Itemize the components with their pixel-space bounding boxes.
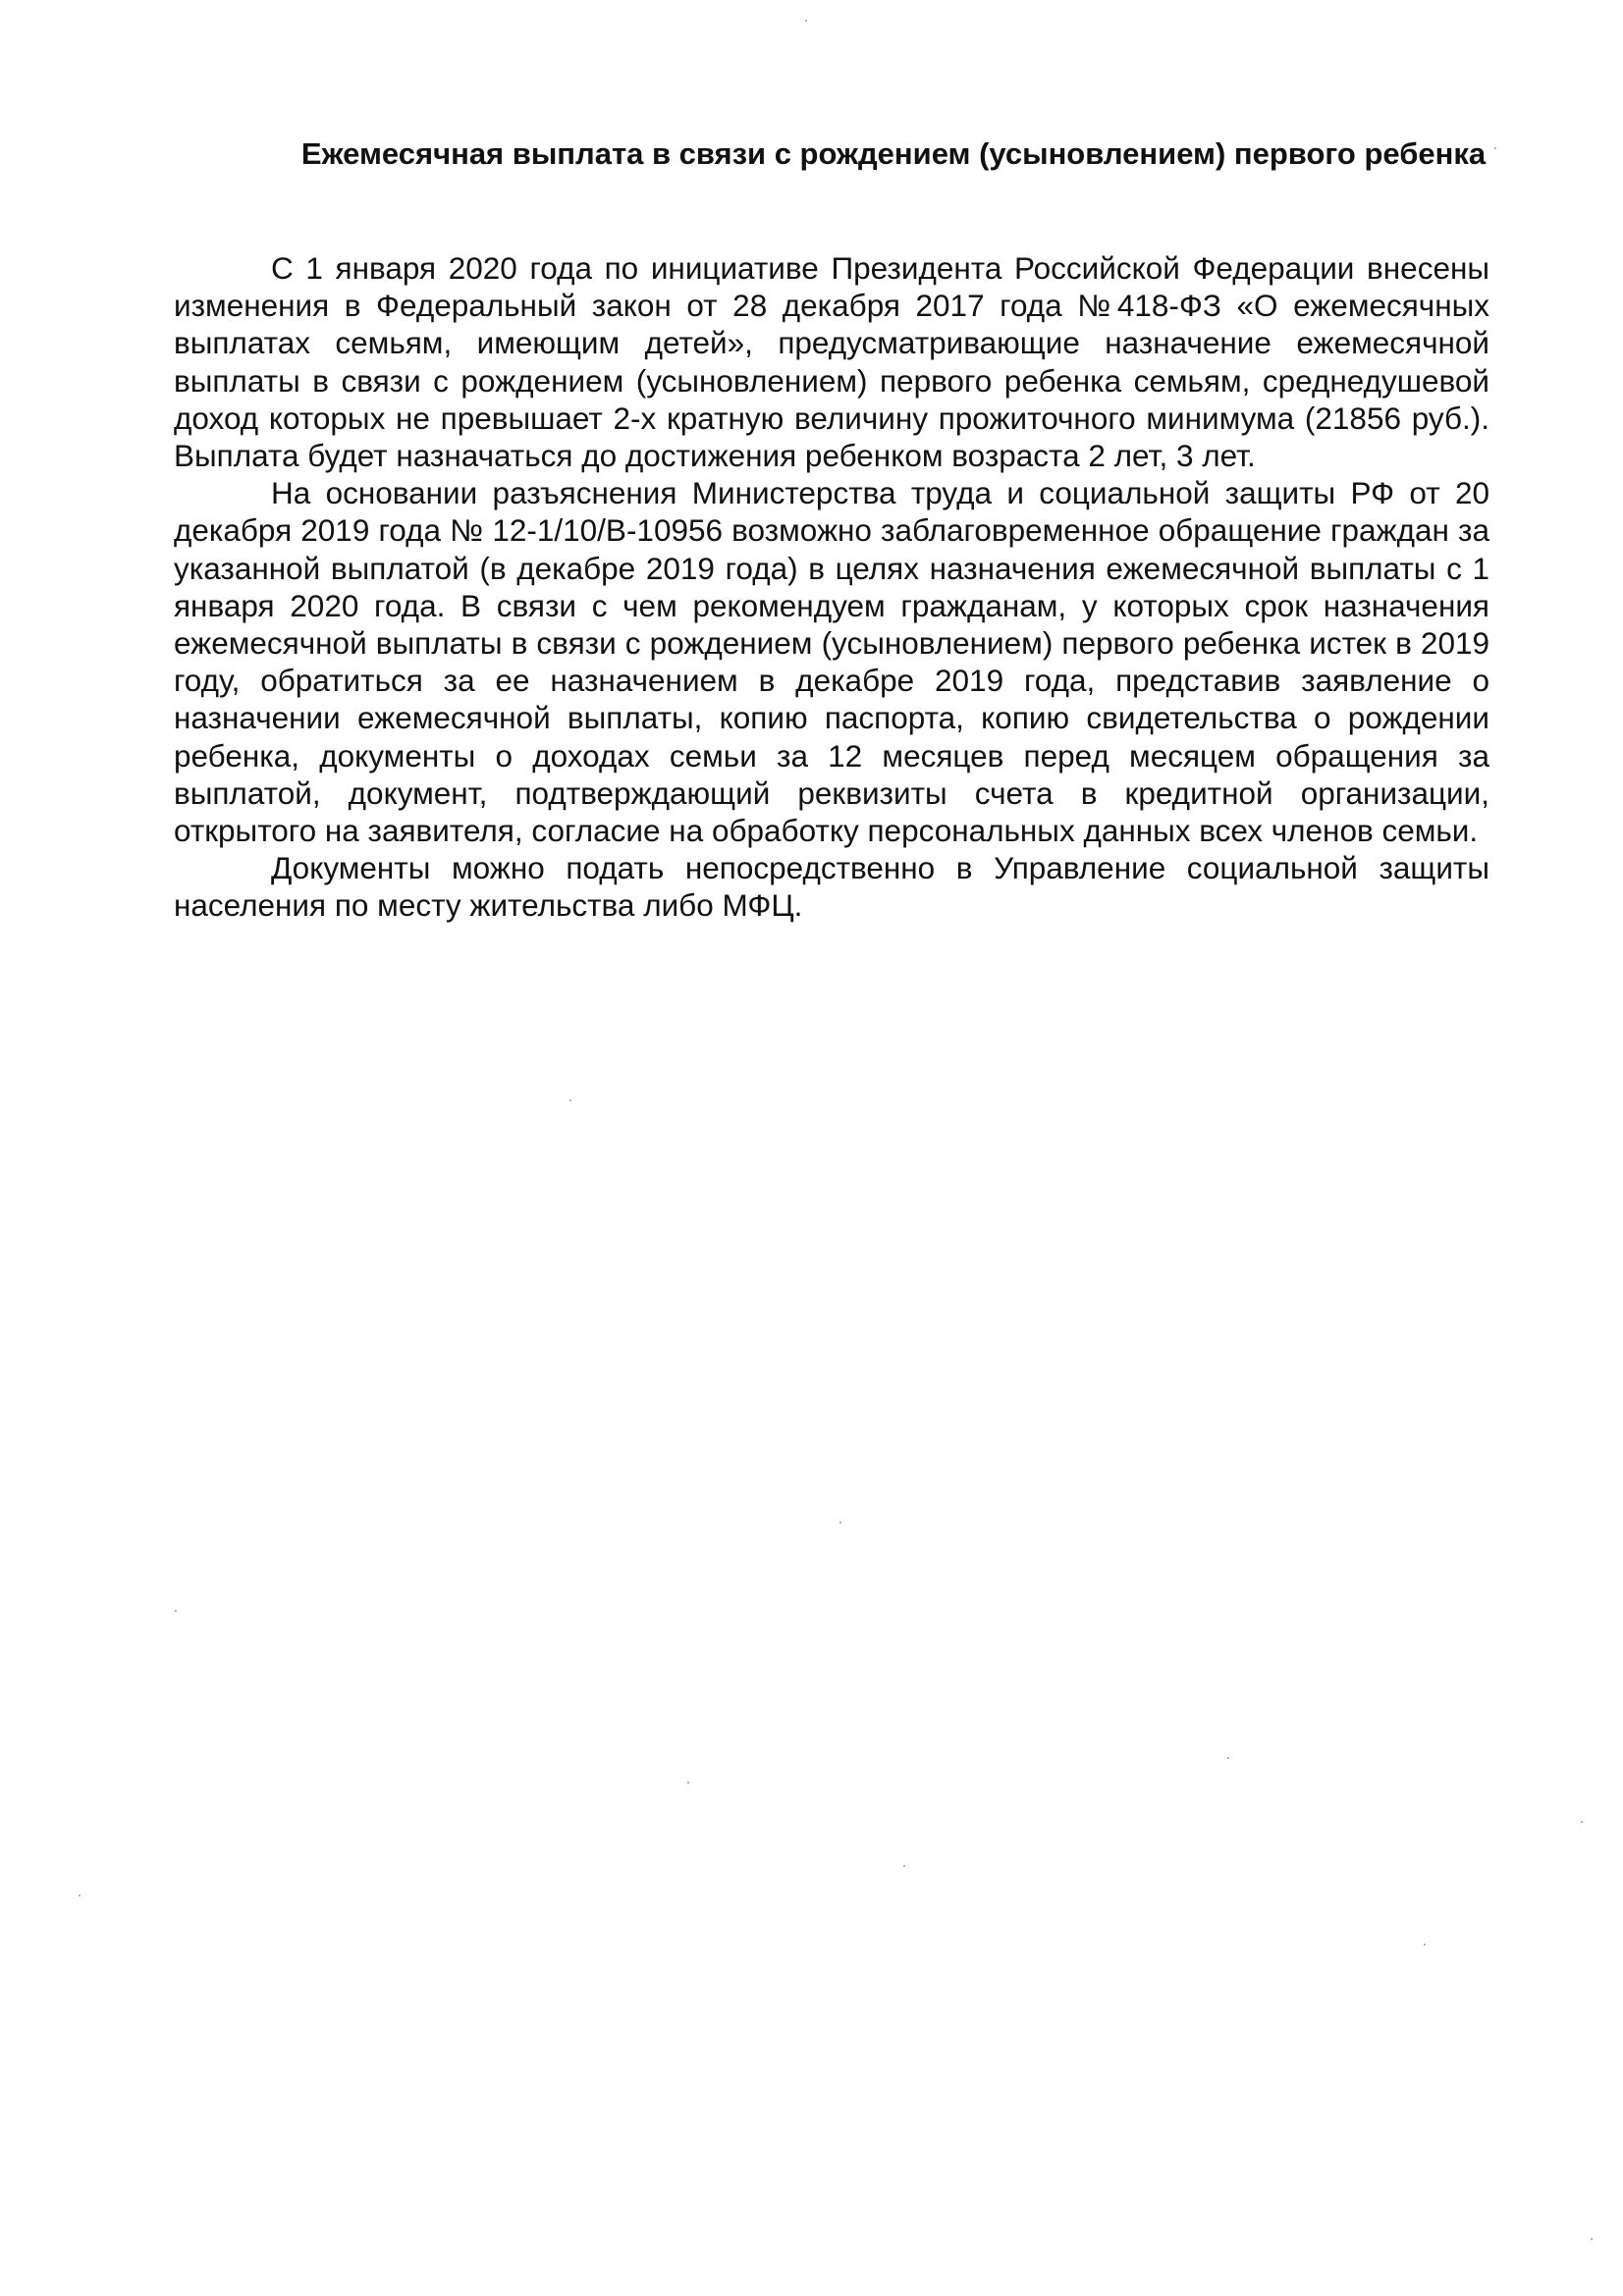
scan-speck (903, 1865, 905, 1867)
scan-speck (79, 1895, 81, 1896)
paragraph-2: На основании разъяснения Министерства труда и социальной защиты РФ от 20 декабря 2019 года № 12-1/10/В-10956 возможно заблаговременное обращение граждан за указанной выплатой (в декабре 2019 года) в целях назначения ежемесячной выплаты с 1 января 2020 года. В связи с чем рекомендуем гражданам, у которых срок назначения ежемесячной выплаты в связи с рождением (усыновлением) первого ребенка истек в 2019 году, обратиться за ее назначением в декабре 2019 года, представив заявление о назначении ежемесячной выплаты, копию паспорта, копию свидетельства о рождении ребенка, документы о доходах семьи за 12 месяцев перед месяцем обращения за выплатой, документ, подтверждающий реквизиты счета в кредитной организации, открытого на заявителя, согласие на обработку персональных данных всех членов семьи. (174, 475, 1489, 849)
scan-speck (175, 1610, 177, 1612)
scan-speck (1591, 2238, 1593, 2240)
scan-speck (839, 1522, 841, 1523)
paragraph-3: Документы можно подать непосредственно в Управление социальной защиты населения по месту жительства либо МФЦ. (174, 850, 1489, 924)
document-title: Ежемесячная выплата в связи с рождением (усыновлением) первого ребенка (300, 136, 1487, 171)
scan-speck (569, 1099, 571, 1101)
paragraph-1: С 1 января 2020 года по инициативе Президента Российской Федерации внесены изменения в Федеральный закон от 28 декабря 2017 года №418-ФЗ «О ежемесячных выплатах семьям, имеющим детей», предусматривающие назначение ежемесячной выплаты в связи с рождением (усыновлением) первого ребенка семьям, среднедушевой доход которых не превышает 2-х кратную величину прожиточного минимума (21856 руб.). Выплата будет назначаться до достижения ребенком возраста 2 лет, 3 лет. (174, 250, 1489, 474)
scan-speck (687, 1782, 689, 1784)
scan-speck (1494, 147, 1496, 149)
document-body (174, 249, 1489, 925)
scan-speck (1227, 1757, 1229, 1759)
scan-speck (1581, 1821, 1583, 1823)
scan-speck (805, 20, 807, 22)
scan-speck (1424, 1944, 1426, 1946)
